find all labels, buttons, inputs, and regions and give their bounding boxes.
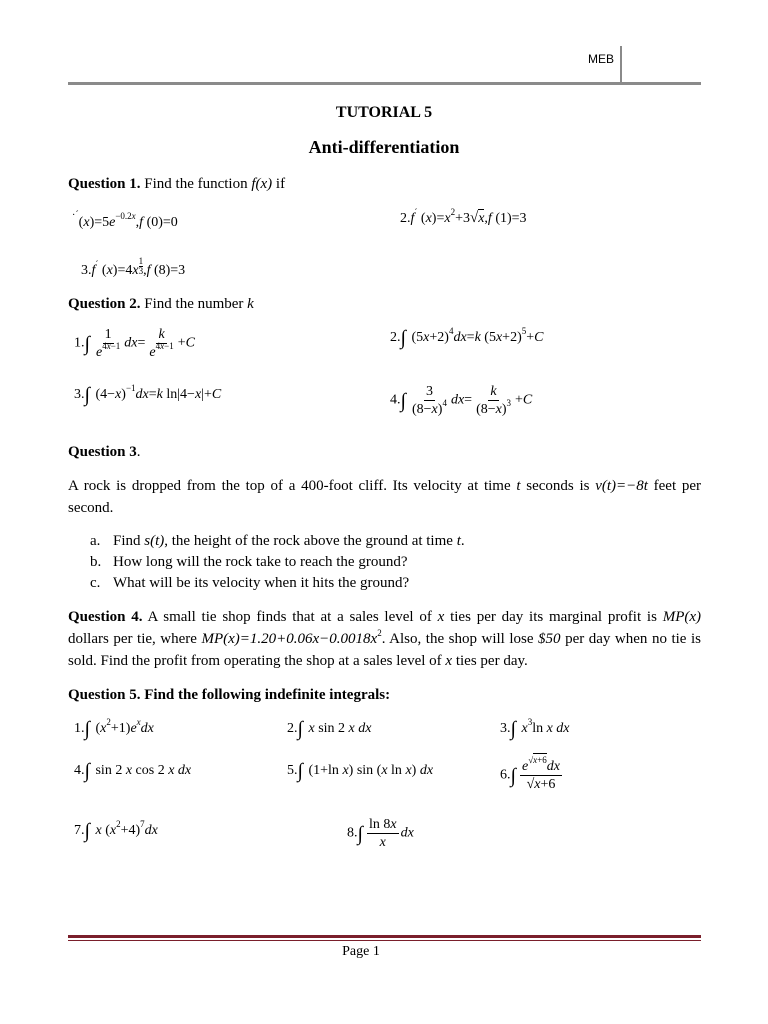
question-5-part-3: 3.∫ $x^3\ln$ x dx	[500, 717, 570, 740]
question-4-paragraph: Question 4. A small tie shop finds that at a sales level of x ties per day its marginal profit is MP(x) dollars per tie, where $MP(x)=1.20+0.06x-0.0018x^2$. Also, the shop will lose $50 per day when no tie is sold. Find the profit from operating the shop at a sales level of x ties per day.	[68, 609, 702, 669]
question-1-part-3: 3.f´ (x)=4x $\frac{1}{3}$ ,f (8)=3	[81, 256, 186, 278]
question-4-label: Question 4.	[68, 609, 143, 625]
header-rule	[68, 82, 701, 85]
q4-text: dollars per tie, where	[68, 631, 202, 647]
question-3-paragraph	[68, 475, 701, 519]
list-item	[90, 552, 465, 573]
question-5-heading	[68, 685, 390, 705]
list-item-math: t	[456, 533, 461, 549]
q4-formula: MP(x)=1.20+0.06x−0.0018x	[201, 631, 378, 647]
question-1-prompt-a: Find the function	[140, 176, 252, 192]
question-5-part-7: 7.∫ x $(x^2+4)^7dx$	[74, 819, 158, 842]
list-item-label: b.	[90, 554, 102, 570]
footer-rule-thin	[68, 940, 701, 941]
question-5-part-2: 2.∫ x sin 2 x dx	[287, 718, 372, 740]
footer-rule	[68, 935, 701, 938]
list-item	[90, 531, 465, 552]
q4-text: ties per day its marginal profit is	[444, 609, 663, 625]
list-item	[90, 573, 465, 594]
list-item-label: a.	[90, 533, 101, 549]
q3-para-vt: v(t)=−8t	[595, 478, 648, 494]
list-item-text: What will be its velocity when it hits the ground?	[113, 575, 410, 591]
question-2-part-1: 1.∫ $\frac{1}{e^{4x-1}}$ dx= $\frac{k}{e^{4x-1}}$ +C	[74, 327, 195, 360]
question-3-list	[90, 531, 465, 594]
question-5-part-8: 8.∫ $\frac{\ln 8x}{x}$ dx	[347, 817, 414, 850]
list-item-text: Find	[113, 533, 145, 549]
q4-loss: $50	[538, 631, 561, 647]
question-2-part-2: 2.∫ $(5x+2)^4dx=k$ $(5x+2)^5+C$	[390, 326, 544, 349]
header-vertical-rule	[620, 46, 622, 83]
header-tag: MEB	[588, 52, 615, 66]
page-number: Page 1	[342, 944, 380, 959]
q4-mp: MP(x)	[662, 609, 702, 625]
question-5-part-1: 1.∫ $(x^2+1)e^xdx$	[74, 717, 154, 740]
question-5-part-6: 6.∫ $\frac{e^{√x+6}dx}{√x+6}$	[500, 755, 560, 792]
list-item-math: s(t)	[144, 533, 165, 549]
list-item-label: c.	[90, 575, 101, 591]
q4-text: per day when no tie is sold. Find the profit from operating the shop at a sales level of	[68, 631, 701, 669]
question-2-var: k	[247, 296, 254, 312]
q3-para-t: t	[516, 478, 521, 494]
question-2-part-3: 3.∫ $(4-x)^{-1}dx=k$ ln|4−x|+C	[74, 383, 222, 406]
question-2-prompt: Find the number	[140, 296, 248, 312]
list-item-text: .	[460, 533, 465, 549]
question-1-heading	[68, 174, 285, 194]
question-1-part-2: 2.f´ $(x)=x^2+3√x,f$ (1)=3	[400, 207, 527, 226]
q3-para-c: feet per second.	[68, 478, 701, 516]
question-5-part-4: 4.∫ sin 2 x cos 2 x dx	[74, 760, 192, 782]
q4-text: . Also, the shop will lose	[381, 631, 539, 647]
question-2-label: Question 2.	[68, 296, 141, 312]
question-3-heading: Question 3.	[68, 444, 141, 460]
question-1-fx: f(x)	[251, 176, 273, 192]
question-5-label: Question 5. Find the following indefinite integrals:	[68, 687, 391, 703]
q4-var-x: x	[445, 653, 453, 669]
question-1-part-1: $^{\cdot´}(x)=5e^{-0.2x},f$ (0)=0	[72, 210, 178, 230]
q4-text: ties per day.	[452, 653, 528, 669]
question-2-part-4: 4.∫ $\frac{3}{(8-x)^4}$ dx= $\frac{k}{(8-x)^3}$ +C	[390, 384, 533, 417]
question-2-heading	[68, 294, 254, 314]
list-item-text: How long will the rock take to reach the ground?	[113, 554, 408, 570]
list-item-text: , the height of the rock above the ground at time	[164, 533, 457, 549]
question-3-label: Question 3	[68, 444, 137, 460]
page-title: Anti-differentiation	[308, 137, 460, 157]
tutorial-label: TUTORIAL 5	[335, 104, 433, 121]
q3-para-b: seconds is	[520, 478, 596, 494]
question-5-part-5: 5.∫ (1+ln x) sin (x ln x) dx	[287, 760, 434, 782]
q4-text: A small tie shop finds that at a sales level of	[142, 609, 438, 625]
q4-var-x: x	[437, 609, 445, 625]
q3-para-a: A rock is dropped from the top of a 400-foot cliff. Its velocity at time	[68, 478, 517, 494]
question-1-label: Question 1.	[68, 176, 141, 192]
question-1-prompt-b: if	[272, 176, 286, 192]
